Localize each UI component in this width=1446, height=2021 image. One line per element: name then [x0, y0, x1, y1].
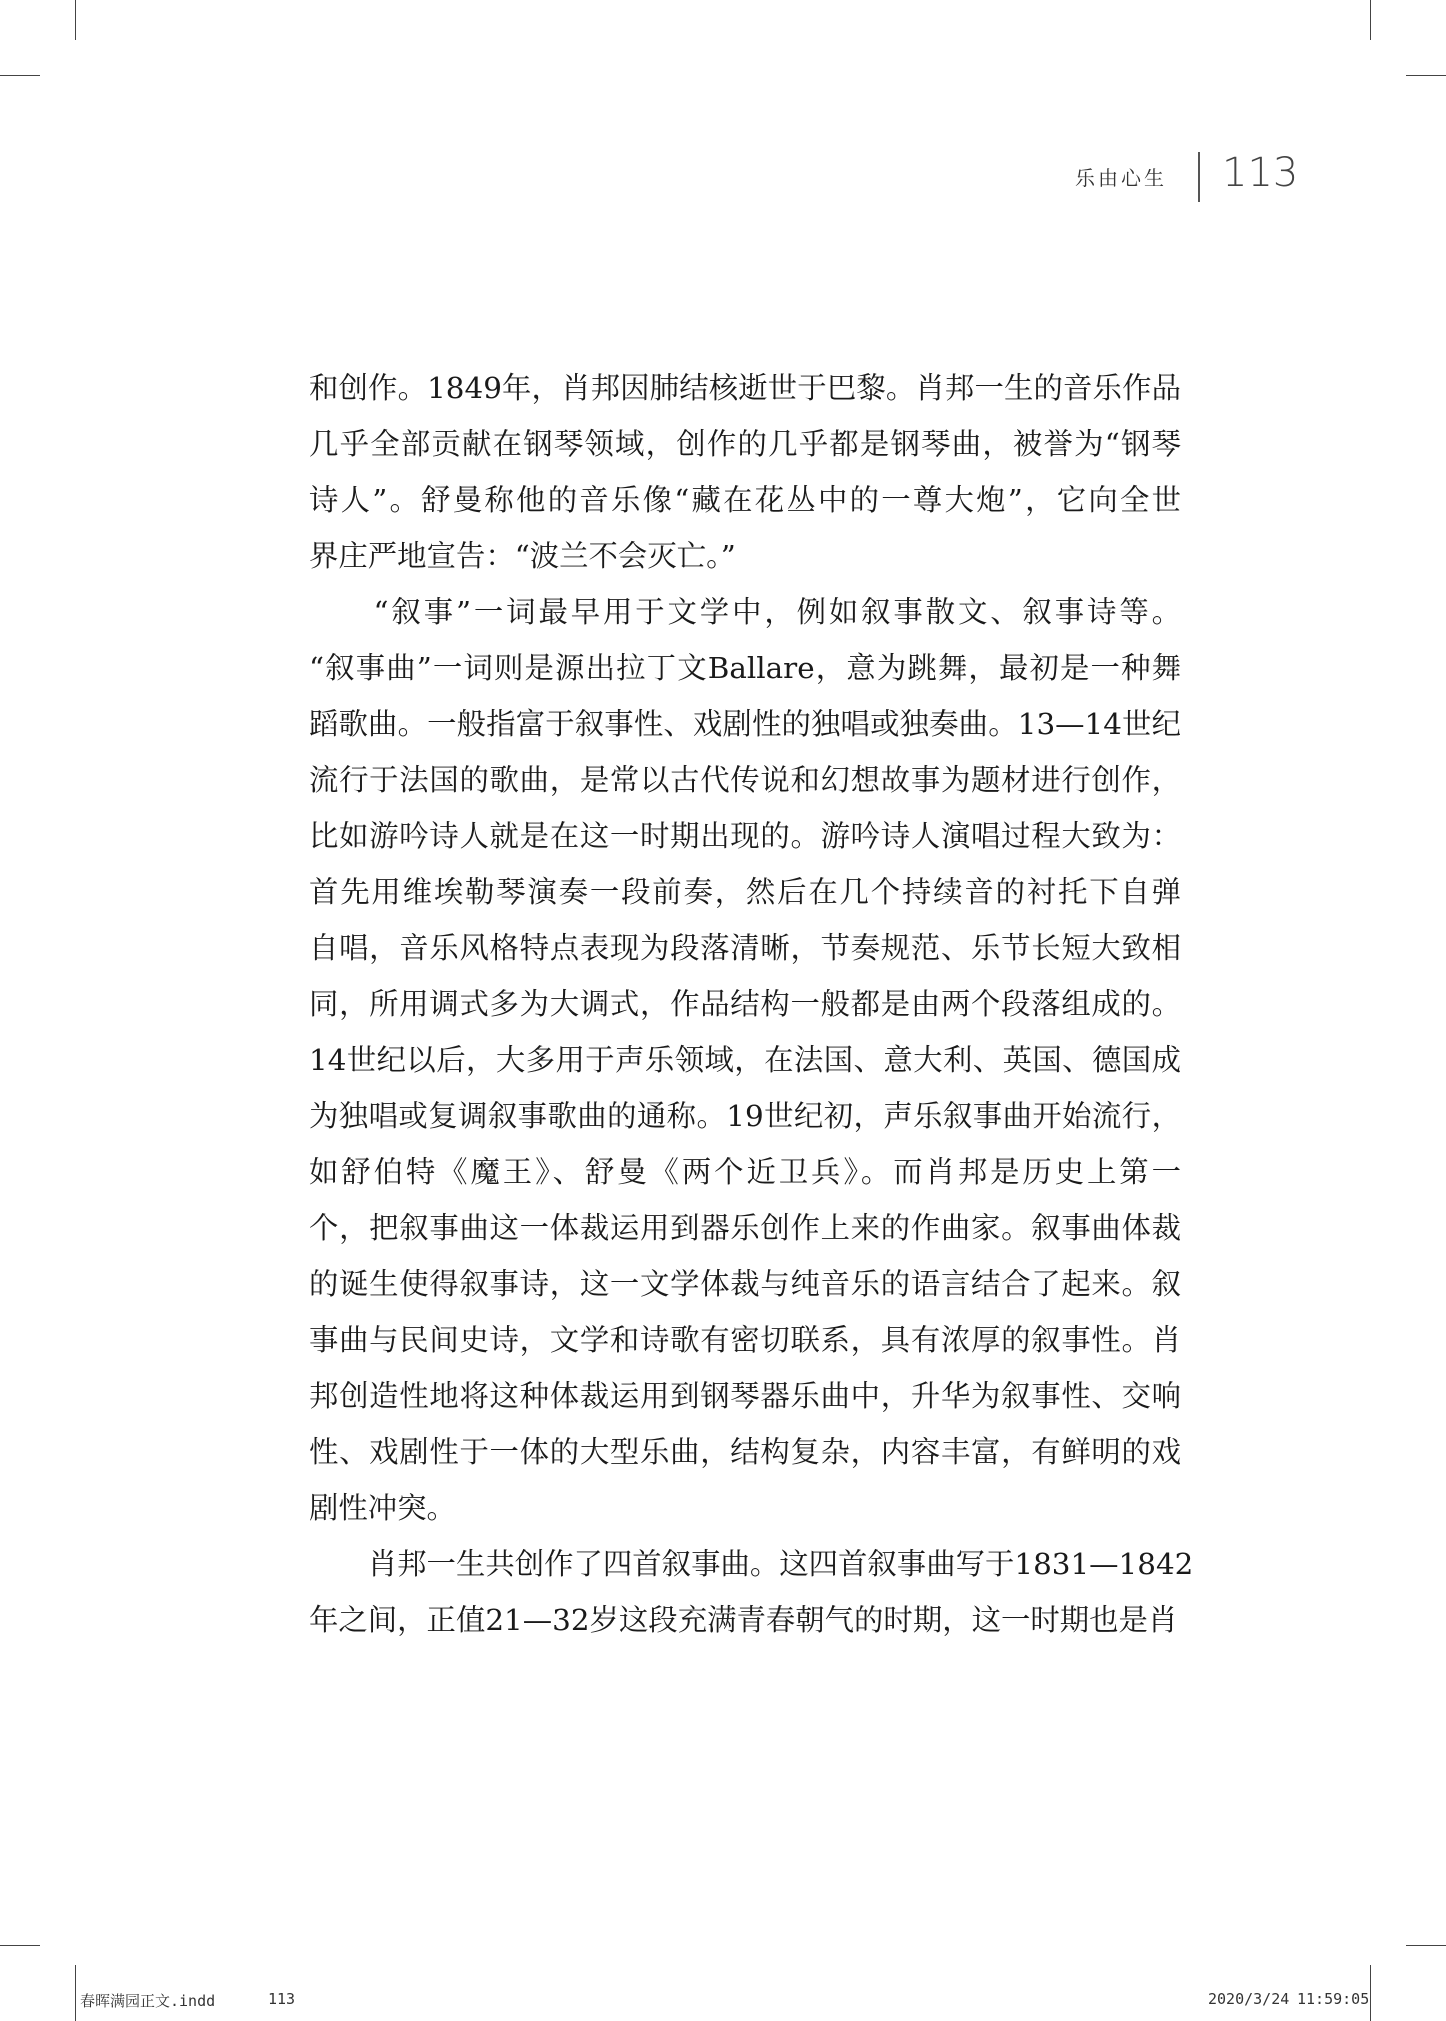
crop-mark-bottom-left-vertical [75, 1965, 76, 2021]
text-line: 和创作。1849年，肖邦因肺结核逝世于巴黎。肖邦一生的音乐作品 [309, 371, 1181, 405]
crop-mark-top-left-vertical [75, 0, 76, 40]
text-line: 14世纪以后，大多用于声乐领域，在法国、意大利、英国、德国成 [309, 1043, 1181, 1077]
text-line: 性、戏剧性于一体的大型乐曲，结构复杂，内容丰富，有鲜明的戏 [309, 1435, 1181, 1469]
footer-filename: 春晖满园正文.indd [80, 1992, 216, 2010]
page-number: 113 [1222, 150, 1299, 196]
text-line: 为独唱或复调叙事歌曲的通称。19世纪初，声乐叙事曲开始流行， [309, 1099, 1181, 1133]
body-text [309, 360, 1194, 1648]
text-line: 剧性冲突。 [309, 1491, 456, 1525]
footer-date: 2020/3/24 [1208, 1990, 1290, 2008]
text-line: 流行于法国的歌曲，是常以古代传说和幻想故事为题材进行创作， [309, 763, 1181, 797]
text-line: 蹈歌曲。一般指富于叙事性、戏剧性的独唱或独奏曲。13—14世纪 [309, 707, 1181, 741]
text-line: “叙事”一词最早用于文学中，例如叙事散文、叙事诗等。 [309, 595, 1181, 629]
text-line: 比如游吟诗人就是在这一时期出现的。游吟诗人演唱过程大致为： [309, 819, 1181, 853]
text-line: 个，把叙事曲这一体裁运用到器乐创作上来的作曲家。叙事曲体裁 [309, 1211, 1181, 1245]
text-line: 自唱，音乐风格特点表现为段落清晰，节奏规范、乐节长短大致相 [309, 931, 1181, 965]
text-line: 如舒伯特《魔王》、舒曼《两个近卫兵》。而肖邦是历史上第一 [309, 1155, 1181, 1189]
text-line: 同，所用调式多为大调式，作品结构一般都是由两个段落组成的。 [309, 987, 1181, 1021]
text-line: 界庄严地宣告：“波兰不会灭亡。” [309, 539, 736, 573]
text-line: 年之间，正值21—32岁这段充满青春朝气的时期，这一时期也是肖 [309, 1603, 1178, 1637]
text-line: 事曲与民间史诗，文学和诗歌有密切联系，具有浓厚的叙事性。肖 [309, 1323, 1181, 1357]
crop-mark-bottom-left-horizontal [0, 1945, 40, 1946]
text-line: 诗人”。舒曼称他的音乐像“藏在花丛中的一尊大炮”，它向全世 [309, 483, 1181, 517]
crop-mark-bottom-right-horizontal [1406, 1945, 1446, 1946]
text-line: 肖邦一生共创作了四首叙事曲。这四首叙事曲写于1831—1842 [309, 1547, 1194, 1581]
text-line: 几乎全部贡献在钢琴领域，创作的几乎都是钢琴曲，被誉为“钢琴 [309, 427, 1181, 461]
crop-mark-top-right-horizontal [1406, 75, 1446, 76]
running-title: 乐由心生 [1075, 166, 1167, 190]
crop-mark-bottom-right-vertical [1370, 1965, 1371, 2021]
header-divider [1198, 152, 1200, 202]
text-line: 的诞生使得叙事诗，这一文学体裁与纯音乐的语言结合了起来。叙 [309, 1267, 1181, 1301]
crop-mark-top-right-vertical [1370, 0, 1371, 40]
footer-time: 11:59:05 [1297, 1990, 1370, 2008]
crop-mark-top-left-horizontal [0, 75, 40, 76]
footer-page: 113 [268, 1990, 296, 2008]
text-line: 首先用维埃勒琴演奏一段前奏，然后在几个持续音的衬托下自弹 [309, 875, 1181, 909]
text-line: 邦创造性地将这种体裁运用到钢琴器乐曲中，升华为叙事性、交响 [309, 1379, 1181, 1413]
text-line: “叙事曲”一词则是源出拉丁文Ballare，意为跳舞，最初是一种舞 [309, 651, 1181, 685]
